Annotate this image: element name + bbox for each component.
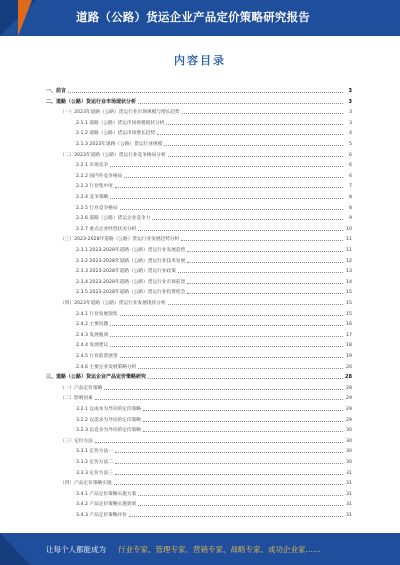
toc-entry-title: 3.2.1 以成本为导向的定价策略 bbox=[76, 407, 141, 412]
toc-entry[interactable] bbox=[46, 96, 352, 105]
toc-entry[interactable] bbox=[46, 297, 352, 306]
toc-leader-dots bbox=[166, 121, 343, 125]
toc-entry-page: 18 bbox=[346, 343, 352, 349]
toc-entry[interactable] bbox=[46, 392, 352, 401]
toc-leader-dots bbox=[95, 396, 343, 400]
toc-leader-dots bbox=[115, 449, 343, 453]
toc-entry-title: 2.3.3 2023-2028年道路（公路）货运行业政策 bbox=[76, 269, 176, 275]
toc-entry-page: 30 bbox=[346, 438, 352, 444]
toc-entry-title: 3.3.3 定价方法三 bbox=[76, 470, 113, 476]
toc-entry[interactable] bbox=[46, 361, 352, 370]
toc-entry[interactable] bbox=[46, 170, 352, 179]
toc-entry-page: 31 bbox=[346, 502, 352, 508]
toc-entry[interactable] bbox=[46, 435, 352, 444]
toc-entry-page: 15 bbox=[346, 290, 352, 296]
toc-entry[interactable] bbox=[46, 286, 352, 295]
toc-entry-page: 6 bbox=[349, 152, 352, 158]
toc-entry[interactable] bbox=[46, 488, 352, 497]
toc-entry[interactable] bbox=[46, 445, 352, 454]
toc-entry[interactable] bbox=[46, 149, 352, 158]
toc-entry-page: 11 bbox=[346, 248, 352, 253]
toc-entry-title: 2.2.7 重点企业经营状况分析 bbox=[76, 226, 137, 232]
toc-entry[interactable] bbox=[46, 382, 352, 391]
toc-leader-dots bbox=[138, 492, 343, 496]
toc-entry[interactable] bbox=[46, 233, 352, 242]
toc-leader-dots bbox=[129, 513, 343, 517]
toc-entry-title: 2.2.2 国内外竞争格局 bbox=[76, 173, 123, 179]
toc-entry-page: 28 bbox=[346, 385, 352, 391]
toc-entry-page: 10 bbox=[346, 226, 352, 232]
toc-leader-dots bbox=[68, 89, 343, 93]
toc-leader-dots bbox=[164, 142, 343, 146]
toc-entry[interactable] bbox=[46, 255, 352, 264]
toc-entry-title: （三）定价方法 bbox=[60, 438, 93, 444]
report-header-bar bbox=[0, 0, 400, 36]
toc-entry[interactable] bbox=[46, 202, 352, 211]
toc-entry-title: 2.2.6 道路（公路）货运企业竞争力 bbox=[76, 216, 151, 222]
toc-entry[interactable] bbox=[46, 477, 352, 486]
toc-leader-dots bbox=[143, 407, 343, 411]
toc-entry-title: 2.1.1 道路（公路）货运市场规模现状分析 bbox=[76, 120, 165, 126]
toc-entry[interactable] bbox=[46, 127, 352, 136]
toc-leader-dots bbox=[187, 280, 343, 284]
toc-entry-page: 29 bbox=[346, 417, 352, 423]
toc-entry-title: 2.1.3 2023年道路（公路）货运行业规模 bbox=[76, 142, 163, 147]
toc-entry-title: 2.2.5 行业竞争格局 bbox=[76, 205, 118, 211]
toc-entry-page: 3 bbox=[348, 88, 352, 94]
toc-entry-title: 3.4.3 产品定价策略评价 bbox=[76, 513, 127, 518]
toc-entry[interactable] bbox=[46, 403, 352, 412]
toc-entry-page: 29 bbox=[346, 407, 352, 412]
toc-entry-title: 一、前言 bbox=[46, 88, 67, 94]
toc-entry-page: 17 bbox=[346, 332, 352, 338]
toc-leader-dots bbox=[110, 343, 343, 347]
toc-entry[interactable] bbox=[46, 318, 352, 327]
toc-entry-page: 12 bbox=[346, 258, 352, 264]
toc-entry-title: 2.2.3 行业集中度 bbox=[76, 184, 113, 190]
toc-leader-dots bbox=[120, 206, 343, 210]
toc-entry[interactable] bbox=[46, 308, 352, 317]
footer-tagline: 行业专家、管理专家、营销专家、战略专家、成功企业家…… bbox=[118, 545, 321, 554]
toc-leader-dots bbox=[114, 481, 343, 485]
toc-entry[interactable] bbox=[46, 244, 352, 253]
toc-entry-title: 2.2.1 市场竞争 bbox=[76, 163, 109, 169]
toc-entry-title: 3.4.2 产品定价策略实施效果 bbox=[76, 502, 137, 508]
toc-entry-page: 30 bbox=[346, 428, 352, 434]
report-footer-bar bbox=[0, 533, 400, 565]
toc-entry[interactable] bbox=[46, 329, 352, 338]
toc-leader-dots bbox=[120, 312, 343, 316]
toc-entry[interactable] bbox=[46, 467, 352, 476]
toc-entry[interactable] bbox=[46, 350, 352, 359]
toc-entry-title: 2.3.4 2023-2028年道路（公路）货运行业市场前景 bbox=[76, 279, 186, 285]
toc-entry-page: 7 bbox=[349, 184, 352, 190]
toc-entry-page: 3 bbox=[349, 120, 352, 126]
toc-entry-title: （二）影响因素 bbox=[60, 396, 93, 402]
toc-entry[interactable] bbox=[46, 85, 352, 94]
toc-entry-page: 3 bbox=[348, 98, 352, 105]
toc-entry-title: 3.2.3 以竞争为导向的定价策略 bbox=[76, 428, 141, 434]
toc-entry[interactable] bbox=[46, 456, 352, 465]
toc-leader-dots bbox=[187, 259, 343, 263]
toc-entry-page: 31 bbox=[346, 491, 352, 497]
toc-entry[interactable] bbox=[46, 371, 352, 380]
toc-leader-dots bbox=[182, 110, 343, 114]
toc-entry-page: 15 bbox=[346, 311, 352, 317]
toc-entry[interactable] bbox=[46, 414, 352, 423]
toc-entry-title: 二、道路（公路）货运行业市场现状分析 bbox=[46, 98, 137, 105]
toc-entry-page: 31 bbox=[346, 470, 352, 476]
toc-entry[interactable] bbox=[46, 265, 352, 274]
toc-entry-page: 14 bbox=[346, 279, 352, 285]
toc-entry-title: 2.4.6 主要企业发展策略分析 bbox=[76, 364, 137, 370]
toc-entry-title: 3.4.1 产品定价策略实施方案 bbox=[76, 491, 137, 497]
toc-entry-title: （四）2023年道路（公路）货运行业发展现状分析 bbox=[60, 301, 166, 306]
toc-leader-dots bbox=[187, 290, 343, 294]
toc-leader-dots bbox=[95, 439, 343, 443]
toc-entry-page: 29 bbox=[346, 396, 352, 402]
toc-leader-dots bbox=[181, 237, 343, 241]
toc-leader-dots bbox=[115, 471, 343, 475]
toc-leader-dots bbox=[138, 502, 343, 506]
toc-entry[interactable] bbox=[46, 339, 352, 348]
toc-entry[interactable] bbox=[46, 117, 352, 126]
toc-entry-page: 31 bbox=[346, 513, 352, 518]
toc-entry-page: 11 bbox=[346, 237, 352, 243]
toc-entry-page: 30 bbox=[346, 460, 352, 465]
toc-leader-dots bbox=[124, 174, 343, 178]
toc-leader-dots bbox=[143, 418, 343, 422]
toc-entry-title: 3.3.1 定价方法一 bbox=[76, 449, 113, 455]
toc-entry-title: 三、道路（公路）货运企业产品定价策略研究 bbox=[46, 374, 147, 381]
toc-entry[interactable] bbox=[46, 159, 352, 168]
toc-leader-dots bbox=[115, 460, 343, 464]
toc-leader-dots bbox=[104, 386, 343, 390]
toc-entry-page: 28 bbox=[345, 374, 352, 381]
toc-entry-page: 5 bbox=[349, 142, 352, 147]
toc-leader-dots bbox=[143, 428, 343, 432]
toc-entry-title: （一）产品定价策略 bbox=[60, 385, 103, 391]
toc-entry[interactable] bbox=[46, 106, 352, 115]
toc-entry[interactable] bbox=[46, 509, 352, 518]
toc-entry[interactable] bbox=[46, 212, 352, 221]
toc-entry[interactable] bbox=[46, 180, 352, 189]
toc-entry-title: 3.3.2 定价方法二 bbox=[76, 460, 113, 465]
toc-entry-title: 2.3.2 2023-2028年道路（公路）货运行业技术发展 bbox=[76, 258, 186, 264]
toc-entry[interactable] bbox=[46, 138, 352, 147]
toc-leader-dots bbox=[110, 195, 343, 199]
toc-entry-page: 4 bbox=[349, 131, 352, 137]
toc-leader-dots bbox=[120, 354, 343, 358]
toc-leader-dots bbox=[115, 184, 343, 188]
toc-leader-dots bbox=[110, 333, 343, 337]
toc-leader-dots bbox=[110, 322, 343, 326]
toc-leader-dots bbox=[110, 163, 343, 167]
toc-leader-dots bbox=[148, 375, 343, 379]
toc-entry-title: （二）2023年道路（公路）货运行业竞争格局分析 bbox=[60, 152, 166, 158]
toc-heading: 内容目录 bbox=[174, 54, 226, 67]
toc-entry-title: （三）2023-2028年道路（公路）货运行业发展趋势分析 bbox=[60, 237, 180, 243]
footer-slogan: 让每个人都能成为 bbox=[46, 545, 106, 554]
toc-leader-dots bbox=[152, 216, 343, 220]
toc-entry-page: 16 bbox=[346, 322, 352, 328]
toc-entry-title: 2.3.1 2023-2028年道路（公路）货运行业发展趋势 bbox=[76, 248, 186, 253]
toc-leader-dots bbox=[138, 100, 343, 104]
toc-entry-page: 13 bbox=[346, 269, 352, 275]
toc-entry-page: 20 bbox=[346, 364, 352, 370]
toc-entry-page: 8 bbox=[349, 195, 352, 200]
toc-entry-page: 15 bbox=[346, 301, 352, 306]
toc-leader-dots bbox=[168, 301, 343, 305]
toc-entry-page: 30 bbox=[346, 449, 352, 455]
footer-corner-decoration bbox=[0, 533, 30, 565]
toc-entry-title: （四）产品定价策略实施 bbox=[60, 481, 112, 487]
toc-leader-dots bbox=[138, 365, 343, 369]
toc-entry-page: 19 bbox=[346, 354, 352, 359]
toc-entry[interactable] bbox=[46, 191, 352, 200]
toc-entry[interactable] bbox=[46, 276, 352, 285]
toc-leader-dots bbox=[138, 227, 343, 231]
toc-leader-dots bbox=[178, 269, 343, 273]
toc-entry-title: 2.2.4 竞争策略 bbox=[76, 195, 109, 200]
toc-entry-page: 6 bbox=[349, 173, 352, 179]
toc-entry-title: 2.4.5 行业前景展望 bbox=[76, 354, 118, 359]
toc-entry-title: 2.4.3 发展瓶颈 bbox=[76, 332, 109, 338]
toc-leader-dots bbox=[187, 248, 343, 252]
toc-entry-title: （一）2023年道路（公路）货运行业市场规模与增长趋势 bbox=[60, 110, 180, 116]
table-of-contents bbox=[46, 85, 352, 525]
toc-entry[interactable] bbox=[46, 424, 352, 433]
toc-leader-dots bbox=[168, 153, 343, 157]
toc-entry-title: 3.2.2 以需求为导向的定价策略 bbox=[76, 417, 141, 423]
toc-entry[interactable] bbox=[46, 498, 352, 507]
toc-entry-title: 2.4.2 主要问题 bbox=[76, 322, 109, 328]
toc-entry-page: 3 bbox=[349, 110, 352, 116]
header-accent-stripe bbox=[18, 0, 32, 36]
toc-entry-title: 2.4.1 行业发展现状 bbox=[76, 311, 118, 317]
report-title: 道路（公路）货运企业产品定价策略研究报告 bbox=[76, 10, 310, 24]
toc-entry-title: 2.1.2 道路（公路）货运市场增长趋势 bbox=[76, 131, 156, 137]
toc-leader-dots bbox=[157, 131, 343, 135]
toc-entry-page: 9 bbox=[349, 216, 352, 222]
toc-entry-page: 6 bbox=[349, 163, 352, 169]
toc-entry-title: 2.3.5 2023-2028年道路（公路）货运行业投资机会 bbox=[76, 290, 186, 296]
toc-entry-page: 31 bbox=[346, 481, 352, 487]
toc-entry-page: 8 bbox=[349, 205, 352, 211]
toc-entry[interactable] bbox=[46, 223, 352, 232]
toc-entry-title: 2.4.4 发展建议 bbox=[76, 343, 109, 349]
